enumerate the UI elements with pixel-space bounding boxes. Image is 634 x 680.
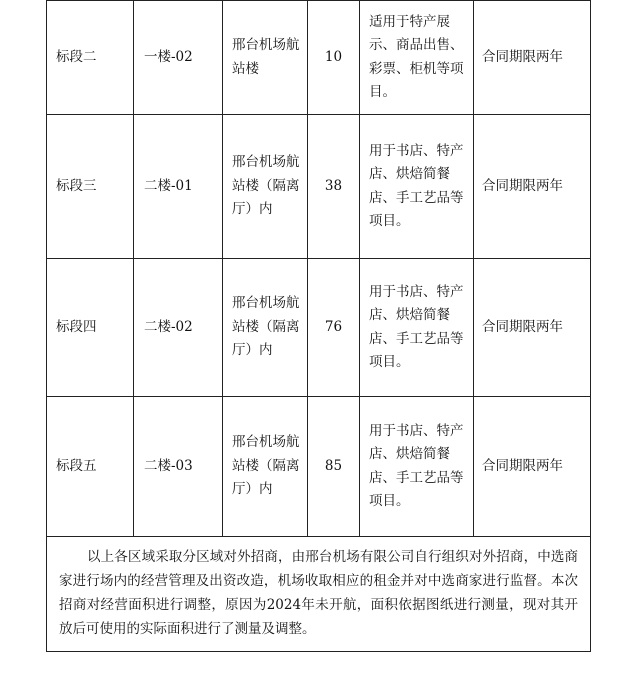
- location-cell: 二楼-02: [134, 259, 223, 397]
- term-cell: 合同期限两年: [474, 259, 591, 397]
- site-cell: 邢台机场航站楼（隔离厅）内: [223, 259, 308, 397]
- site-cell: 邢台机场航站楼（隔离厅）内: [223, 397, 308, 537]
- note-paragraph: 以上各区域采取分区域对外招商，由邢台机场有限公司自行组织对外招商，中选商家进行场内的经营管理及出资改造，机场收取相应的租金并对中选商家进行监督。本次招商对经营面积进行调整，原因为2024年未开航，面积依据图纸进行测量，现对其开放后可使用的实际面积进行了测量及调整。: [47, 537, 591, 652]
- location-cell: 二楼-03: [134, 397, 223, 537]
- usage-cell: 用于书店、特产店、烘焙简餐店、手工艺品等项目。: [360, 259, 474, 397]
- section-cell: 标段四: [47, 259, 134, 397]
- area-cell: 76: [308, 259, 360, 397]
- area-cell: 10: [308, 1, 360, 115]
- site-cell: 邢台机场航站楼（隔离厅）内: [223, 115, 308, 259]
- table-row: [47, 397, 591, 537]
- area-cell: 38: [308, 115, 360, 259]
- table-row: [47, 259, 591, 397]
- site-cell: 邢台机场航站楼: [223, 1, 308, 115]
- tender-table: [46, 0, 591, 652]
- location-cell: 一楼-02: [134, 1, 223, 115]
- term-cell: 合同期限两年: [474, 397, 591, 537]
- usage-cell: 适用于特产展示、商品出售、彩票、柜机等项目。: [360, 1, 474, 115]
- term-cell: 合同期限两年: [474, 1, 591, 115]
- table-row: [47, 1, 591, 115]
- section-cell: 标段二: [47, 1, 134, 115]
- usage-cell: 用于书店、特产店、烘焙简餐店、手工艺品等项目。: [360, 115, 474, 259]
- term-cell: 合同期限两年: [474, 115, 591, 259]
- location-cell: 二楼-01: [134, 115, 223, 259]
- usage-cell: 用于书店、特产店、烘焙简餐店、手工艺品等项目。: [360, 397, 474, 537]
- note-row: [47, 537, 591, 652]
- section-cell: 标段五: [47, 397, 134, 537]
- area-cell: 85: [308, 397, 360, 537]
- section-cell: 标段三: [47, 115, 134, 259]
- table-row: [47, 115, 591, 259]
